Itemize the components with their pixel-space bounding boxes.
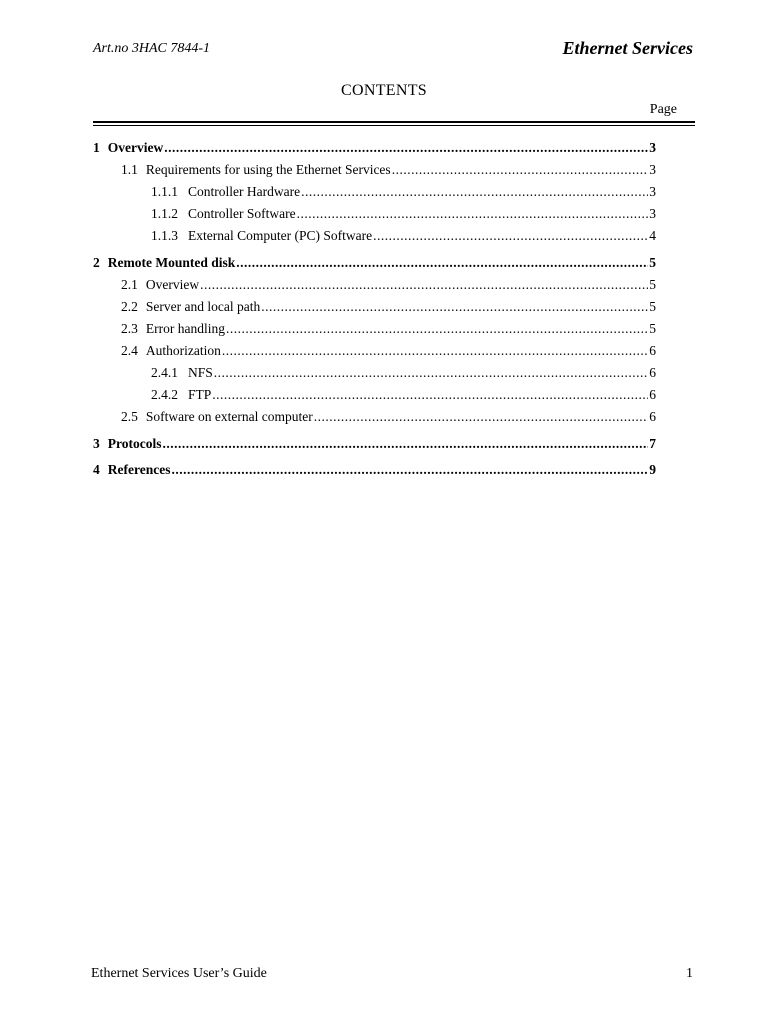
toc-entry-title: Controller Software <box>188 206 296 221</box>
toc-dot-leader <box>214 365 648 381</box>
toc-dot-leader <box>261 299 648 315</box>
toc-dot-leader <box>392 162 649 178</box>
toc-entry-number: 1.1.1 <box>151 184 178 199</box>
toc-dot-leader <box>373 228 648 244</box>
toc-entry-title: External Computer (PC) Software <box>188 228 373 243</box>
toc-dot-leader <box>200 277 648 293</box>
toc-entry[interactable] <box>151 206 656 222</box>
page-title: CONTENTS <box>341 82 427 99</box>
toc-entry-title: Software on external computer <box>145 409 313 424</box>
toc-entry-title: NFS <box>188 365 213 380</box>
toc-entry[interactable] <box>121 343 656 359</box>
toc-entry-page: 6 <box>649 387 656 402</box>
toc-entry[interactable] <box>121 277 656 293</box>
toc-entry-title: Error handling <box>145 321 225 336</box>
toc-entry[interactable] <box>93 462 656 478</box>
toc-entry-title: Server and local path <box>145 299 261 314</box>
toc-entry[interactable] <box>151 228 656 244</box>
toc-entry-page: 7 <box>649 436 656 451</box>
footer-page-number: 1 <box>686 966 693 981</box>
toc-entry[interactable] <box>121 299 656 315</box>
header-rule-thick <box>93 121 695 123</box>
toc-entry-page: 6 <box>649 343 656 358</box>
toc-entry[interactable] <box>151 387 656 403</box>
toc-dot-leader <box>212 387 648 403</box>
toc-dot-leader <box>301 184 648 200</box>
toc-entry-title: Overview <box>107 140 164 155</box>
toc-entry-page: 3 <box>649 184 656 199</box>
toc-entry-number: 2.3 <box>121 321 138 336</box>
toc-entry[interactable] <box>151 365 656 381</box>
toc-entry-page: 5 <box>649 321 656 336</box>
toc-entry-number: 2.2 <box>121 299 138 314</box>
toc-dot-leader <box>163 436 649 452</box>
toc-entry-number: 1.1.2 <box>151 206 178 221</box>
toc-entry[interactable] <box>93 140 656 156</box>
toc-entry-number: 2.5 <box>121 409 138 424</box>
toc-entry-title: Overview <box>145 277 200 292</box>
toc-entry-title: Requirements for using the Ethernet Services <box>145 162 391 177</box>
toc-entry-number: 4 <box>93 462 100 477</box>
toc-entry-page: 5 <box>649 299 656 314</box>
toc-entry-page: 4 <box>649 228 656 243</box>
toc-dot-leader <box>226 321 648 337</box>
toc-entry-title: FTP <box>188 387 212 402</box>
toc-entry[interactable] <box>93 255 656 271</box>
toc-entry-page: 3 <box>649 140 656 155</box>
toc-entry[interactable] <box>121 409 656 425</box>
toc-dot-leader <box>297 206 649 222</box>
toc-entry[interactable] <box>151 184 656 200</box>
toc-entry-page: 6 <box>649 409 656 424</box>
toc-entry-title: Authorization <box>145 343 221 358</box>
toc-entry-number: 1 <box>93 140 100 155</box>
toc-entry[interactable] <box>121 321 656 337</box>
toc-entry-number: 3 <box>93 436 100 451</box>
toc-dot-leader <box>314 409 649 425</box>
document-title: Ethernet Services <box>562 38 693 58</box>
toc-entry[interactable] <box>121 162 656 178</box>
toc-dot-leader <box>164 140 648 156</box>
toc-entry-page: 6 <box>649 365 656 380</box>
toc-entry-title: References <box>107 462 171 477</box>
toc-dot-leader <box>222 343 648 359</box>
toc-dot-leader <box>236 255 648 271</box>
page-column-label: Page <box>649 102 677 117</box>
toc-entry-number: 1.1.3 <box>151 228 178 243</box>
toc-entry-number: 2 <box>93 255 100 270</box>
toc-entry-page: 9 <box>649 462 656 477</box>
document-number: Art.no 3HAC 7844-1 <box>93 41 211 56</box>
toc-entry-number: 1.1 <box>121 162 138 177</box>
toc-entry-title: Controller Hardware <box>188 184 301 199</box>
toc-entry-number: 2.4.1 <box>151 365 178 380</box>
toc-entry-page: 5 <box>649 255 656 270</box>
toc-dot-leader <box>171 462 648 478</box>
toc-entry-page: 5 <box>649 277 656 292</box>
toc-entry-number: 2.4.2 <box>151 387 178 402</box>
toc-entry-title: Protocols <box>107 436 162 451</box>
toc-entry-page: 3 <box>649 206 656 221</box>
toc-entry-number: 2.1 <box>121 277 138 292</box>
toc-entry-number: 2.4 <box>121 343 138 358</box>
footer-guide-title: Ethernet Services User’s Guide <box>91 966 267 981</box>
toc-entry-title: Remote Mounted disk <box>107 255 236 270</box>
header-rule-thin <box>93 125 695 126</box>
toc-entry-page: 3 <box>649 162 656 177</box>
toc-entry[interactable] <box>93 436 656 452</box>
